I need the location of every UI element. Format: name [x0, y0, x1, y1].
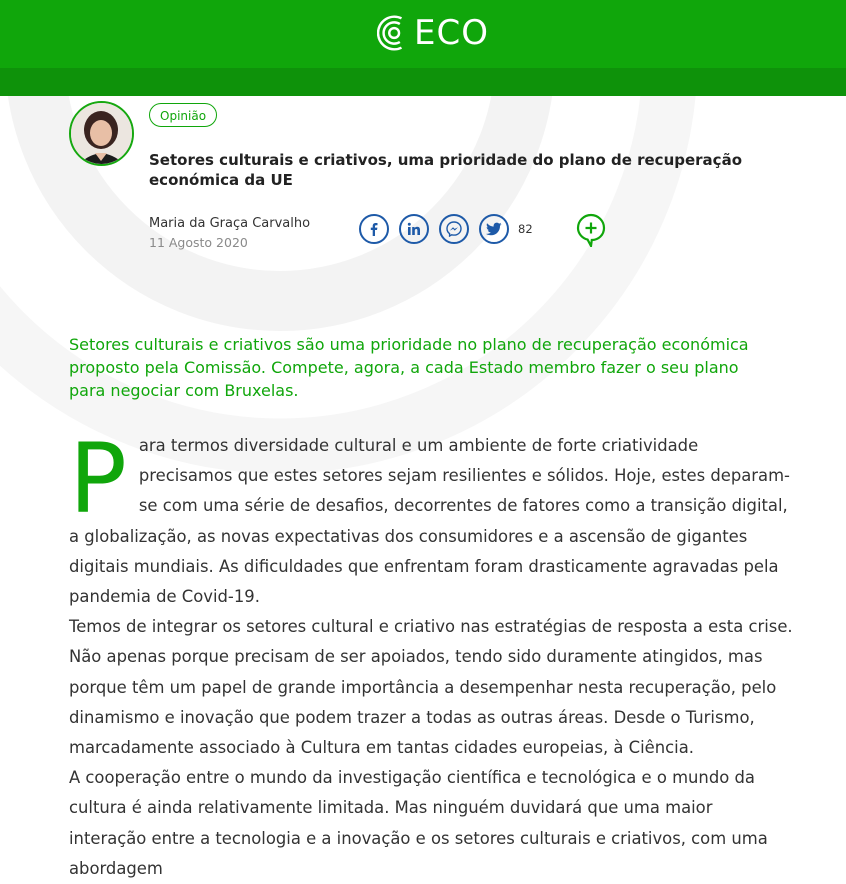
- linkedin-icon: [407, 222, 421, 236]
- logo-text: ECO: [414, 13, 489, 53]
- share-count: 82: [518, 222, 533, 236]
- twitter-icon: [486, 222, 502, 236]
- share-messenger-button[interactable]: [439, 214, 469, 244]
- comment-plus-icon: [576, 213, 606, 247]
- site-header: [0, 0, 846, 68]
- header-subbar: [0, 68, 846, 96]
- publish-date: 11 Agosto 2020: [149, 235, 248, 250]
- share-linkedin-button[interactable]: [399, 214, 429, 244]
- share-twitter-button[interactable]: [479, 214, 509, 244]
- article-body: [69, 423, 794, 884]
- author-portrait-icon: [71, 103, 132, 164]
- eco-logo-mark-icon: [377, 7, 408, 59]
- article-lead: Setores culturais e criativos são uma prioridade no plano de recuperação económica proposto pela Comissão. Compete, agora, a cada Estado membro fazer o seu plano para negociar com Bruxelas.: [69, 335, 749, 400]
- author-name[interactable]: Maria da Graça Carvalho: [149, 216, 311, 231]
- messenger-icon: [446, 221, 462, 237]
- add-comment-button[interactable]: [576, 213, 606, 247]
- article-title: Setores culturais e criativos, uma prioridade do plano de recuperação económica da UE: [149, 151, 742, 189]
- article-paragraph: A cooperação entre o mundo da investigação científica e tecnológica e o mundo da cultura é ainda relativamente limitada. Mas ninguém duvidará que uma maior interação entre a tecnologia e a inovação e os setores culturais e criativos, com uma abordagem: [69, 768, 768, 878]
- eco-logo[interactable]: [377, 6, 489, 60]
- article-paragraph: ara termos diversidade cultural e um ambiente de forte criatividade precisamos que estes setores sejam resilientes e sólidos. Hoje, estes deparam-se com uma série de desafios, decorrentes de fatores como a transição digital, a globalização, as novas expectativas dos consumidores e a ascensão de gigantes digitais mundiais. As dificuldades que enfrentam foram drasticamente agravadas pela pandemia de Covid-19.: [69, 436, 790, 607]
- drop-cap: P: [69, 423, 127, 535]
- author-avatar[interactable]: [69, 101, 134, 166]
- facebook-icon: [367, 222, 381, 236]
- article-paragraph: Temos de integrar os setores cultural e criativo nas estratégias de resposta a esta crise. Não apenas porque precisam de ser apoiados, tendo sido duramente atingidos, mas porque têm um papel de grande importância a desempenhar nesta recuperação, pelo dinamismo e inovação que podem trazer a todas as outras áreas. Desde o Turismo, marcadamente associado à Cultura em tantas cidades europeias, à Ciência.: [69, 617, 793, 758]
- category-tag[interactable]: Opinião: [149, 103, 217, 127]
- share-facebook-button[interactable]: [359, 214, 389, 244]
